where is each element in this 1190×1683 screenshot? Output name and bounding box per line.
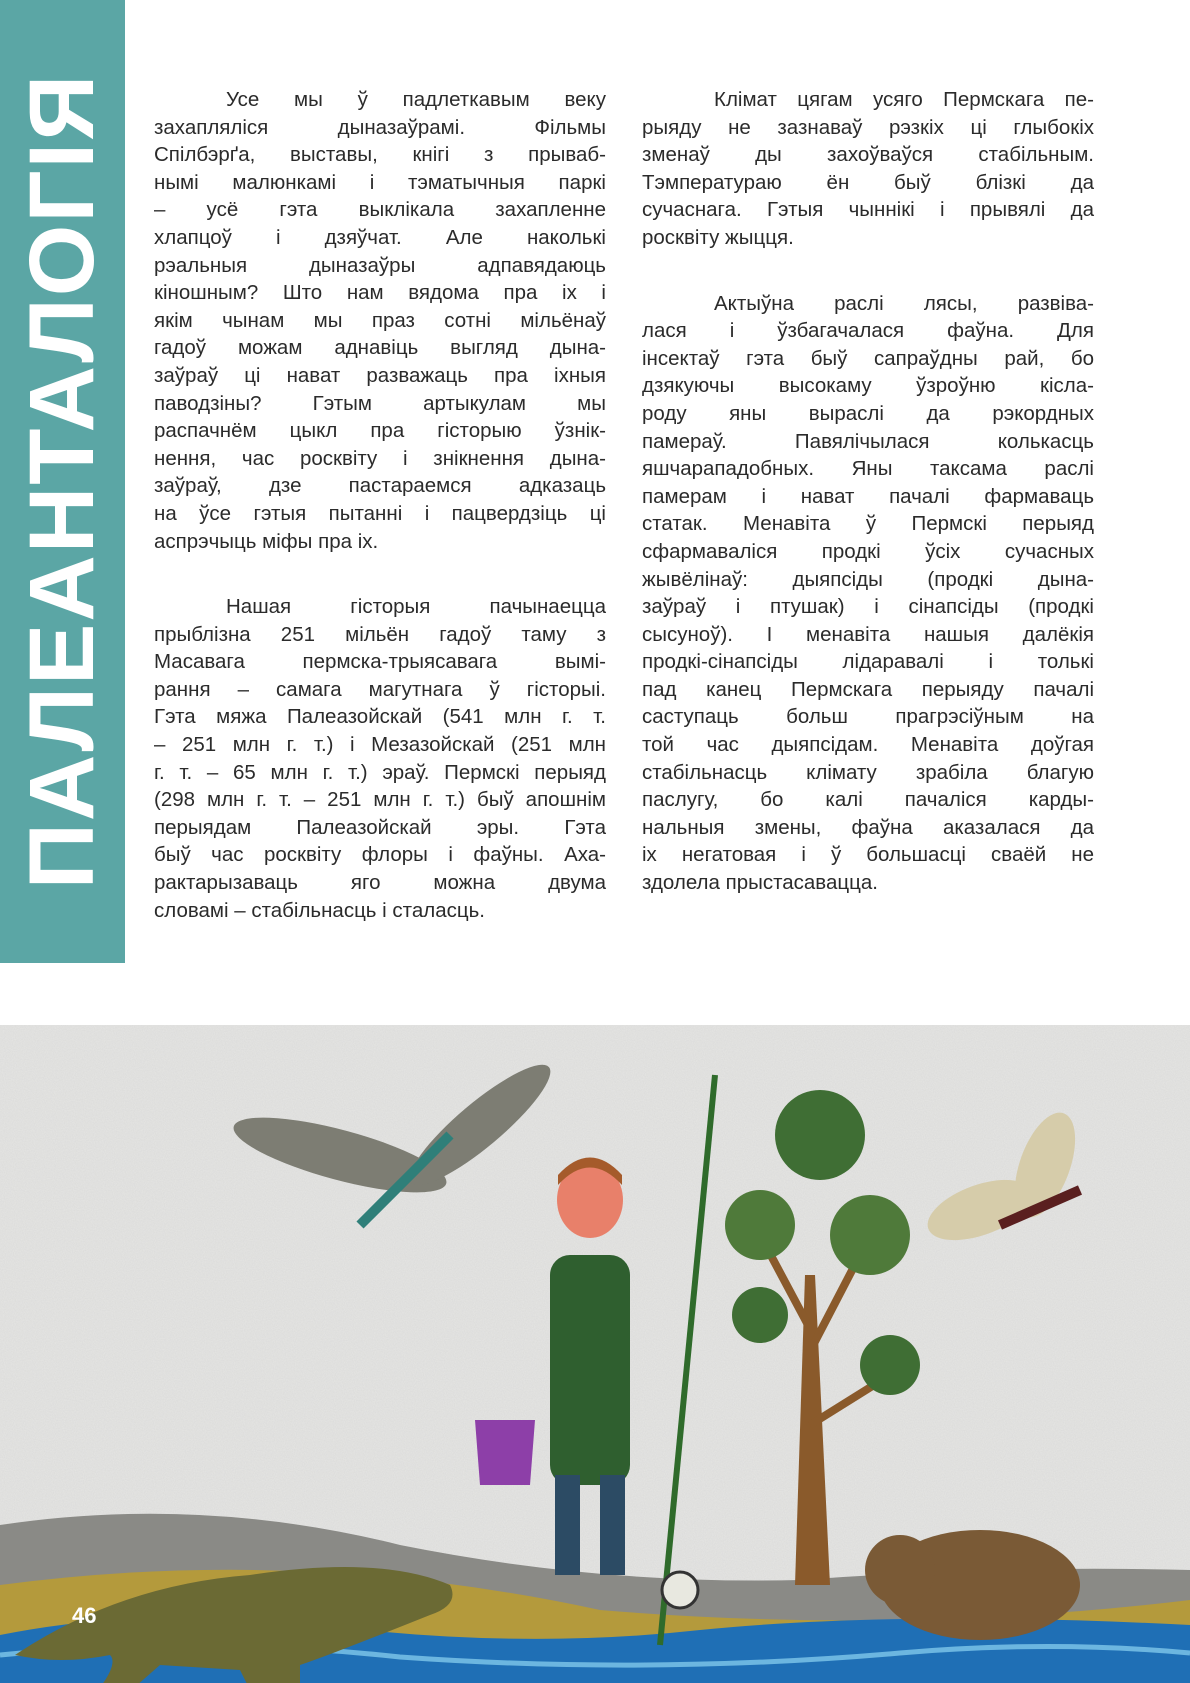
text-line: – 251 млн г. т.) і Мезазойскай (251 млн	[154, 733, 606, 757]
text-line: Усе мы ў падлеткавым веку	[226, 88, 606, 111]
section-band	[0, 0, 125, 963]
text-line: словамі – стабільнасць і сталасць.	[154, 898, 485, 922]
text-line: інсектаў гэта быў сапраўдны рай, бо	[642, 346, 1094, 370]
text-line: хлапцоў і дзяўчат. Але наколькі	[154, 225, 606, 249]
text-line: быў час росквіту флоры і фаўны. Аха-	[154, 843, 606, 867]
text-line: пад канец Пермскага перыяду пачалі	[642, 677, 1094, 701]
text-line: памерам і нават пачалі фармаваць	[642, 484, 1094, 508]
text-line: кіношным? Што нам вядома пра іх і	[154, 281, 606, 305]
text-line: Тэмператураю ён быў блізкі да	[642, 170, 1094, 194]
text-line: дзякуючы высокаму ўзроўню кісла-	[642, 374, 1094, 398]
text-line: здолела прыстасавацца.	[642, 871, 878, 895]
text-line: сысуноў). І менавіта нашыя далёкія	[642, 622, 1094, 646]
text-line: саступаць больш прагрэсіўным на	[642, 705, 1094, 729]
text-column-left	[154, 86, 606, 962]
text-line: на ўсе гэтыя пытанні і пацвердзіць ці	[154, 501, 606, 525]
text-line: прыблізна 251 мільён гадоў таму з	[154, 622, 606, 646]
text-line: перыядам Палеазойскай эры. Гэта	[154, 815, 606, 839]
text-line: распачнём цыкл пра гісторыю ўзнік-	[154, 419, 606, 443]
text-line: рэальныя дыназаўры адпавядаюць	[154, 253, 606, 277]
text-line: заўраў і птушак) і сінапсіды (продкі	[642, 595, 1094, 619]
permian-illustration	[0, 1025, 1190, 1683]
text-line: заўраў, дзе пастараемся адказаць	[154, 474, 606, 498]
text-line: статак. Менавіта ў Пермскі перыяд	[642, 512, 1094, 536]
text-line: памераў. Павялічылася колькасць	[642, 429, 1094, 453]
text-line: сучаснага. Гэтыя чыннікі і прывялі да	[642, 198, 1094, 222]
text-line: паводзіны? Гэтым артыкулам мы	[154, 391, 606, 415]
text-line: роду яны выраслі да рэкордных	[642, 401, 1094, 425]
text-line: яшчарападобных. Яны таксама раслі	[642, 457, 1094, 481]
text-line: рактарызаваць яго можна двума	[154, 871, 606, 895]
text-line: рыяду не зазнаваў рэзкіх ці глыбокіх	[642, 115, 1094, 139]
text-line: нальныя змены, фаўна аказалася да	[642, 815, 1094, 839]
text-line: стабільнасць клімату зрабіла благую	[642, 760, 1094, 784]
text-line: іх негатовая і ў большасці сваёй не	[642, 843, 1094, 867]
text-line: якім чынам мы праз сотні мільёнаў	[154, 308, 606, 332]
text-line: лася і ўзбагачалася фаўна. Для	[642, 319, 1094, 343]
paragraph	[154, 86, 606, 555]
text-line: Гэта мяжа Палеазойскай (541 млн г. т.	[154, 705, 606, 729]
section-title: ПАЛЕАНТАЛОГІЯ	[11, 72, 113, 890]
text-line: Масавага пермска-трыясавага вымі-	[154, 650, 606, 674]
text-line: паслугу, бо калі пачаліся карды-	[642, 788, 1094, 812]
text-line: продкі-сінапсіды лідаравалі і толькі	[642, 650, 1094, 674]
text-line: (298 млн г. т. – 251 млн г. т.) быў апошнім	[154, 788, 606, 812]
text-line: жывёлінаў: дыяпсіды (продкі дына-	[642, 567, 1094, 591]
text-line: захапляліся дыназаўрамі. Фільмы	[154, 115, 606, 139]
paragraph	[642, 290, 1094, 897]
text-column-right	[642, 86, 1094, 935]
text-line: Клімат цягам усяго Пермскага пе-	[714, 88, 1094, 111]
text-line: нымі малюнкамі і тэматычныя паркі	[154, 170, 606, 194]
text-line: нення, час росквіту і знікнення дына-	[154, 446, 606, 470]
text-line: аспрэчыць міфы пра іх.	[154, 529, 379, 553]
paragraph	[154, 593, 606, 924]
text-line: той час дыяпсідам. Менавіта доўгая	[642, 733, 1094, 757]
text-line: гадоў можам аднавіць выгляд дына-	[154, 336, 606, 360]
text-line: Актыўна раслі лясы, развіва-	[714, 291, 1094, 315]
paragraph	[642, 86, 1094, 252]
text-line: росквіту жыцця.	[642, 225, 794, 249]
text-line: – усё гэта выклікала захапленне	[154, 198, 606, 222]
text-line: Нашая гісторыя пачынаецца	[226, 595, 606, 619]
text-line: заўраў ці нават разважаць пра іхныя	[154, 363, 606, 387]
page-number: 46	[72, 1603, 97, 1628]
text-line: зменаў ды захоўваўся стабільным.	[642, 143, 1094, 167]
text-line: г. т. – 65 млн г. т.) эраў. Пермскі перыяд	[154, 760, 606, 784]
text-line: Спілбэрґа, выставы, кнігі з прываб-	[154, 143, 606, 167]
text-line: сфармаваліся продкі ўсіх сучасных	[642, 539, 1094, 563]
text-line: рання – самага магутнага ў гісторыі.	[154, 677, 606, 701]
